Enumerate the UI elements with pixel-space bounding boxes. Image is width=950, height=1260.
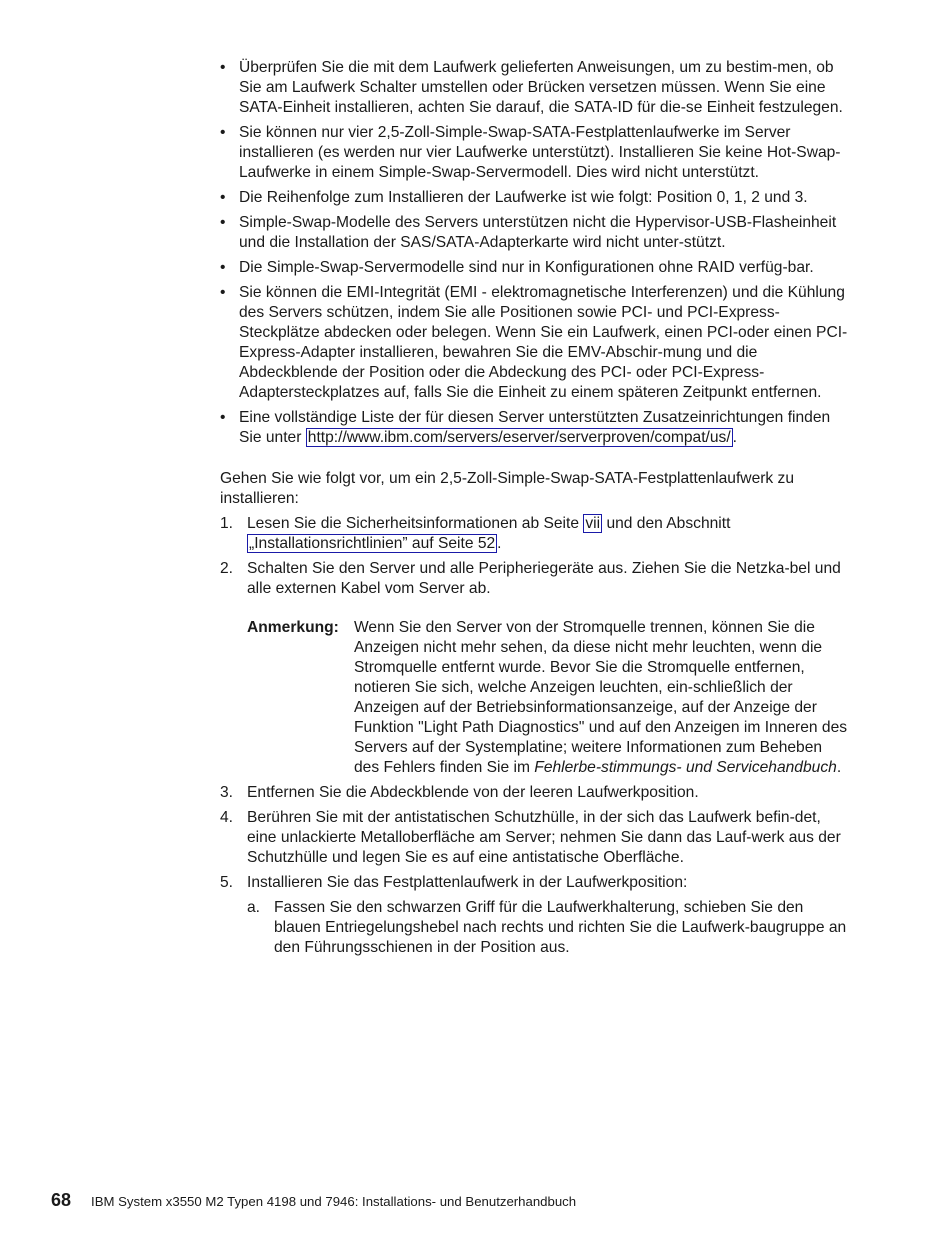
list-item [220, 123, 850, 183]
substep-list [247, 898, 850, 958]
bullet-text: Die Simple-Swap-Servermodelle sind nur in Konfigurationen ohne RAID verfüg-bar. [239, 259, 814, 276]
safety-page-link[interactable]: vii [585, 515, 601, 532]
list-item [220, 188, 850, 208]
step-item [220, 783, 850, 803]
installation-guidelines-link[interactable]: „Installationsrichtlinien” auf Seite 52 [249, 535, 496, 552]
step-text: und den Abschnitt [606, 515, 731, 532]
step-text: Installieren Sie das Festplattenlaufwerk in der Laufwerkposition: [247, 874, 688, 891]
bullet-list [220, 58, 850, 448]
serverproven-link[interactable]: http://www.ibm.com/servers/eserver/serverproven/compat/us/ [307, 429, 731, 446]
step-text: Lesen Sie die Sicherheitsinformationen ab Seite [247, 515, 580, 532]
note-text [354, 618, 850, 778]
note [247, 618, 850, 778]
book-title: Fehlerbe-stimmungs- und Servicehandbuch [534, 759, 837, 776]
step-item [220, 808, 850, 868]
bullet-dot: • [220, 189, 226, 206]
list-item [220, 283, 850, 403]
bullet-dot: • [220, 259, 226, 276]
step-list [220, 514, 850, 958]
bullet-text: Eine vollständige Liste der für diesen Server unterstützten Zusatzeinrichtungen finden Sie unter [239, 409, 831, 446]
substep-letter: a. [247, 899, 261, 916]
step-text: Berühren Sie mit der antistatischen Schutzhülle, in der sich das Laufwerk befin-det, eine unlackierte Metalloberfläche am Server; nehmen Sie dann das Lauf-werk aus der Schutzhülle und legen Sie es auf eine antistatische Oberfläche. [247, 809, 841, 866]
substep-text: Fassen Sie den schwarzen Griff für die Laufwerkhalterung, schieben Sie den blauen Entriegelungshebel nach rechts und richten Sie die Laufwerk-baugruppe an den Führungsschienen in der Position aus. [274, 899, 847, 956]
step-number: 4. [220, 809, 234, 826]
bullet-dot: • [220, 124, 226, 141]
procedure-intro: Gehen Sie wie folgt vor, um ein 2,5-Zoll-Simple-Swap-SATA-Festplattenlaufwerk zu installieren: [220, 470, 795, 507]
bullet-text: Sie können die EMI-Integrität (EMI - elektromagnetische Interferenzen) und die Kühlung des Servers schützen, indem Sie alle Positionen sowie PCI- und PCI-Express-Steckplätze abdecken oder belegen. Wenn Sie ein Laufwerk, einen PCI-oder einen PCI-Express-Adapter installieren, bewahren Sie die EMV-Abschir-mung und die Abdeckblende der Position oder die Abdeckung des PCI- oder PCI-Express-Adaptersteckplatzes auf, falls Sie die Einheit zu einem späteren Zeitpunkt entfernen. [239, 284, 848, 401]
bullet-dot: • [220, 409, 226, 426]
list-item [220, 408, 850, 448]
step-number: 1. [220, 515, 234, 532]
page-footer [51, 1190, 576, 1211]
bullet-text: Simple-Swap-Modelle des Servers unterstützen nicht die Hypervisor-USB-Flasheinheit und die Installation der SAS/SATA-Adapterkarte wird nicht unter-stützt. [239, 214, 837, 251]
bullet-text: Die Reihenfolge zum Installieren der Laufwerke ist wie folgt: Position 0, 1, 2 und 3. [239, 189, 808, 206]
step-number: 5. [220, 874, 234, 891]
bullet-dot: • [220, 59, 226, 76]
step-item [220, 559, 850, 778]
list-item [220, 58, 850, 118]
note-label: Anmerkung: [247, 619, 339, 636]
step-number: 2. [220, 560, 234, 577]
bullet-end: . [732, 429, 738, 446]
step-text: Entfernen Sie die Abdeckblende von der leeren Laufwerkposition. [247, 784, 699, 801]
page-number: 68 [51, 1190, 72, 1210]
bullet-text: Sie können nur vier 2,5-Zoll-Simple-Swap-SATA-Festplattenlaufwerke im Server installieren (es werden nur vier Laufwerke unterstützt). Installieren Sie keine Hot-Swap-Laufwerke in einem Simple-Swap-Servermodell. Dies wird nicht unterstützt. [239, 124, 841, 181]
list-item [220, 213, 850, 253]
page-content [220, 58, 850, 963]
bullet-dot: • [220, 284, 226, 301]
note-body: Wenn Sie den Server von der Stromquelle trennen, können Sie die Anzeigen nicht mehr sehen, da diese nicht mehr leuchten, wenn die Stromquelle entfernt wurde. Bevor Sie die Stromquelle entfernen, notieren Sie sich, welche Anzeigen leuchten, ein-schließlich der Anzeigen auf der Betriebsinformationsanzeige, auf der Anzeige der Funktion "Light Path Diagnostics" und auf den Anzeigen im Inneren des Servers auf der Systemplatine; weitere Informationen zum Beheben des Fehlers finden Sie im [354, 619, 848, 776]
step-end: . [497, 535, 502, 552]
list-item [220, 258, 850, 278]
note-end: . [836, 759, 842, 776]
book-title-footer: IBM System x3550 M2 Typen 4198 und 7946: Installations- und Benutzerhandbuch [91, 1194, 577, 1209]
step-number: 3. [220, 784, 234, 801]
step-text: Schalten Sie den Server und alle Peripheriegeräte aus. Ziehen Sie die Netzka-bel und alle externen Kabel vom Server ab. [247, 560, 841, 597]
bullet-dot: • [220, 214, 226, 231]
substep-item [247, 898, 850, 958]
bullet-text: Überprüfen Sie die mit dem Laufwerk gelieferten Anweisungen, um zu bestim-men, ob Sie am Laufwerk Schalter umstellen oder Brücken versetzen müssen. Wenn Sie eine SATA-Einheit installieren, achten Sie darauf, die SATA-ID für die-se Einheit festzulegen. [239, 59, 843, 116]
step-item [220, 514, 850, 554]
step-item [220, 873, 850, 958]
